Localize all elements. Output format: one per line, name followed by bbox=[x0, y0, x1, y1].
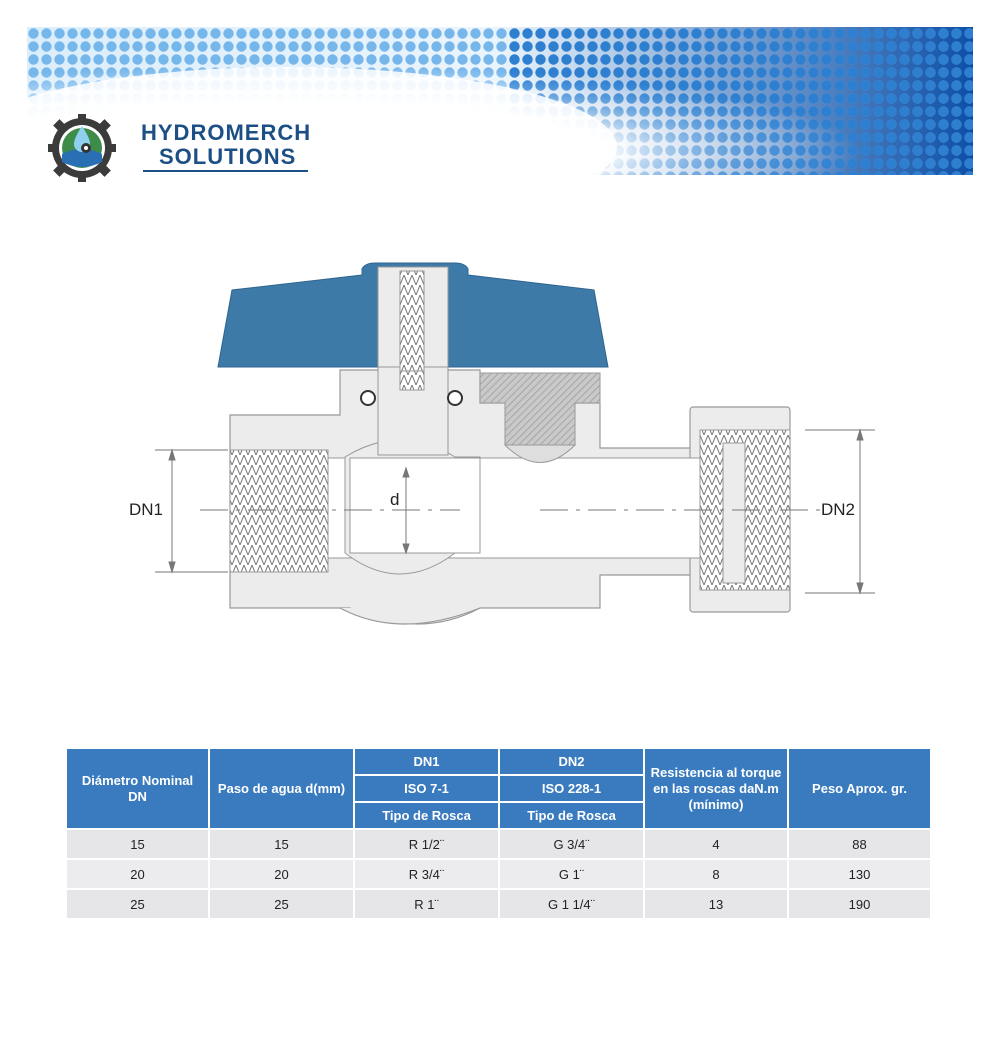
header-resistencia: Resistencia al torque en las roscas daN.m (mínimo) bbox=[644, 748, 788, 829]
cell-rosca2: G 1¨ bbox=[499, 859, 644, 889]
header-diametro: Diámetro Nominal DN bbox=[66, 748, 209, 829]
cell-rosca2: G 1 1/4¨ bbox=[499, 889, 644, 919]
handle-screw bbox=[400, 271, 424, 371]
header-iso2: ISO 228-1 bbox=[499, 775, 644, 802]
cell-paso: 20 bbox=[209, 859, 354, 889]
cell-peso: 190 bbox=[788, 889, 931, 919]
o-ring-left bbox=[361, 391, 375, 405]
cell-paso: 15 bbox=[209, 829, 354, 859]
cell-rosca1: R 1/2¨ bbox=[354, 829, 499, 859]
header-dn1: DN1 bbox=[354, 748, 499, 775]
dn2-label: DN2 bbox=[821, 500, 856, 519]
cell-dn: 25 bbox=[66, 889, 209, 919]
cell-paso: 25 bbox=[209, 889, 354, 919]
brand-wordmark bbox=[141, 121, 311, 169]
header-iso1: ISO 7-1 bbox=[354, 775, 499, 802]
dn1-dimension bbox=[155, 450, 228, 572]
brand-underline bbox=[143, 170, 308, 172]
cell-resistencia: 8 bbox=[644, 859, 788, 889]
cell-peso: 130 bbox=[788, 859, 931, 889]
o-ring-right bbox=[448, 391, 462, 405]
cell-rosca2: G 3/4¨ bbox=[499, 829, 644, 859]
brand-name-line1: HYDROMERCH bbox=[141, 120, 312, 145]
table-row bbox=[66, 829, 931, 859]
cell-dn: 15 bbox=[66, 829, 209, 859]
dn1-thread bbox=[230, 450, 328, 572]
cell-rosca1: R 3/4¨ bbox=[354, 859, 499, 889]
header-rosca1: Tipo de Rosca bbox=[354, 802, 499, 829]
d-label: d bbox=[390, 490, 400, 509]
dn1-label: DN1 bbox=[129, 500, 164, 519]
union-shoulder bbox=[723, 443, 745, 583]
header-dn2: DN2 bbox=[499, 748, 644, 775]
table-row bbox=[66, 859, 931, 889]
header-paso: Paso de agua d(mm) bbox=[209, 748, 354, 829]
ball-passage bbox=[350, 458, 480, 553]
header-peso: Peso Aprox. gr. bbox=[788, 748, 931, 829]
company-logo-icon bbox=[46, 112, 118, 184]
cell-resistencia: 4 bbox=[644, 829, 788, 859]
brand-name-line2: SOLUTIONS bbox=[159, 144, 297, 169]
cell-peso: 88 bbox=[788, 829, 931, 859]
cell-resistencia: 13 bbox=[644, 889, 788, 919]
valve-cross-section-diagram bbox=[100, 255, 920, 635]
cell-rosca1: R 1¨ bbox=[354, 889, 499, 919]
cell-dn: 20 bbox=[66, 859, 209, 889]
spec-table bbox=[65, 747, 932, 920]
table-row bbox=[66, 889, 931, 919]
valve-bottom-bulge bbox=[340, 608, 480, 624]
header-rosca2: Tipo de Rosca bbox=[499, 802, 644, 829]
